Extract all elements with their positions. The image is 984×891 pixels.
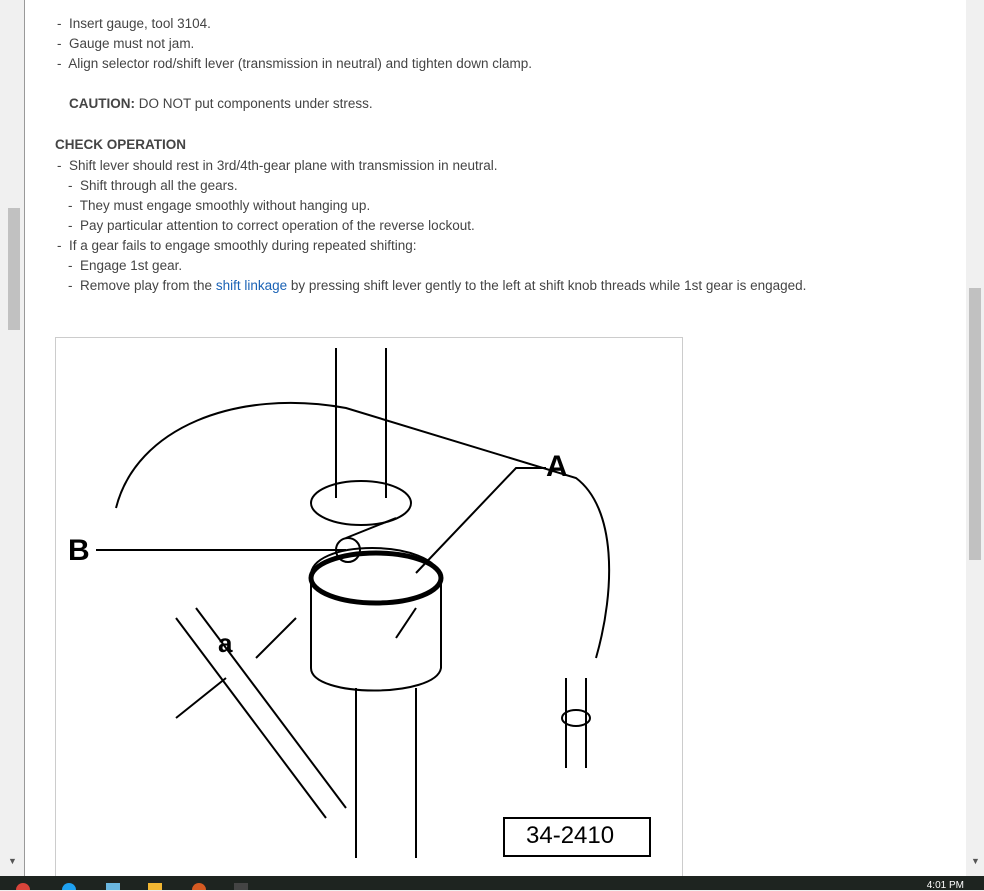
document-content — [25, 0, 966, 876]
right-scrollbar[interactable] — [966, 0, 984, 876]
edge-icon[interactable] — [62, 883, 76, 890]
check-item: - If a gear fails to engage smoothly during repeated shifting: — [57, 238, 417, 253]
left-scrollbar[interactable] — [0, 0, 25, 876]
folder-icon[interactable] — [148, 883, 162, 890]
label-b: B — [68, 534, 90, 567]
check-item: - Shift through all the gears. — [68, 178, 238, 193]
caution-note: CAUTION: DO NOT put components under stress. — [69, 96, 373, 111]
label-small-a: a — [218, 628, 233, 658]
label-a: A — [546, 450, 568, 483]
left-scrollbar-thumb[interactable] — [8, 208, 20, 330]
section-heading: CHECK OPERATION — [55, 137, 187, 152]
app-icon[interactable] — [192, 883, 206, 890]
step: - Align selector rod/shift lever (transmission in neutral) and tighten down clamp. — [57, 56, 532, 71]
illustration-drawing — [56, 338, 682, 876]
figure-code: 34-2410 — [526, 822, 615, 849]
app-icon[interactable] — [106, 883, 120, 890]
check-item: - Engage 1st gear. — [68, 258, 183, 273]
step: - Gauge must not jam. — [57, 36, 195, 51]
check-item: - Remove play from the shift linkage by pressing shift lever gently to the left at shift knob threads while 1st gear is engaged. — [68, 278, 807, 293]
step: - Insert gauge, tool 3104. — [57, 16, 211, 31]
app-icon[interactable] — [16, 883, 30, 890]
taskbar — [0, 876, 984, 890]
check-item: - Pay particular attention to correct operation of the reverse lockout. — [68, 218, 475, 233]
shift-linkage-illustration — [55, 337, 683, 876]
shift-linkage-link[interactable]: shift linkage — [215, 278, 288, 293]
right-scrollbar-thumb[interactable] — [969, 288, 981, 560]
scroll-down-arrow-icon[interactable]: ▼ — [8, 856, 17, 866]
check-item: - Shift lever should rest in 3rd/4th-gear plane with transmission in neutral. — [57, 158, 498, 173]
clock[interactable]: 4:01 PM — [926, 880, 964, 891]
scroll-down-arrow-icon[interactable]: ▼ — [971, 856, 980, 866]
check-item: - They must engage smoothly without hanging up. — [68, 198, 371, 213]
app-icon[interactable] — [234, 883, 248, 890]
